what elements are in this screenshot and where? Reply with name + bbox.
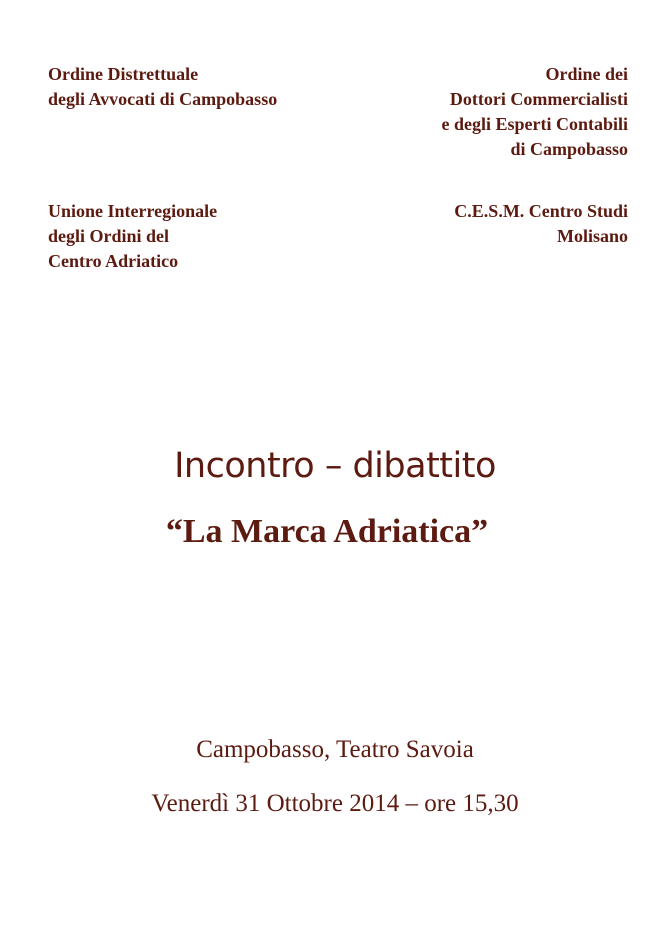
organizer-line: Ordine dei bbox=[545, 64, 628, 84]
organizer-cesm bbox=[454, 199, 628, 249]
organizer-line: Centro Adriatico bbox=[48, 251, 179, 271]
event-type: Incontro – dibattito bbox=[174, 446, 496, 486]
event-title: “La Marca Adriatica” bbox=[165, 513, 489, 550]
organizer-line: Dottori Commercialisti bbox=[449, 89, 628, 109]
organizer-line: e degli Esperti Contabili bbox=[441, 114, 628, 134]
organizer-line: Unione Interregionale bbox=[48, 201, 218, 221]
organizer-commercialisti bbox=[441, 62, 628, 162]
organizer-unione-interregionale bbox=[48, 199, 217, 274]
organizer-line: di Campobasso bbox=[510, 139, 628, 159]
event-datetime: Venerdì 31 Ottobre 2014 – ore 15,30 bbox=[151, 790, 519, 817]
organizer-line: degli Ordini del bbox=[48, 226, 170, 246]
organizer-avvocati bbox=[48, 62, 277, 112]
organizer-line: degli Avvocati di Campobasso bbox=[48, 89, 278, 109]
organizer-line: C.E.S.M. Centro Studi bbox=[454, 201, 628, 221]
event-venue: Campobasso, Teatro Savoia bbox=[196, 736, 474, 763]
organizer-line: Ordine Distrettuale bbox=[48, 64, 199, 84]
organizer-line: Molisano bbox=[556, 226, 628, 246]
